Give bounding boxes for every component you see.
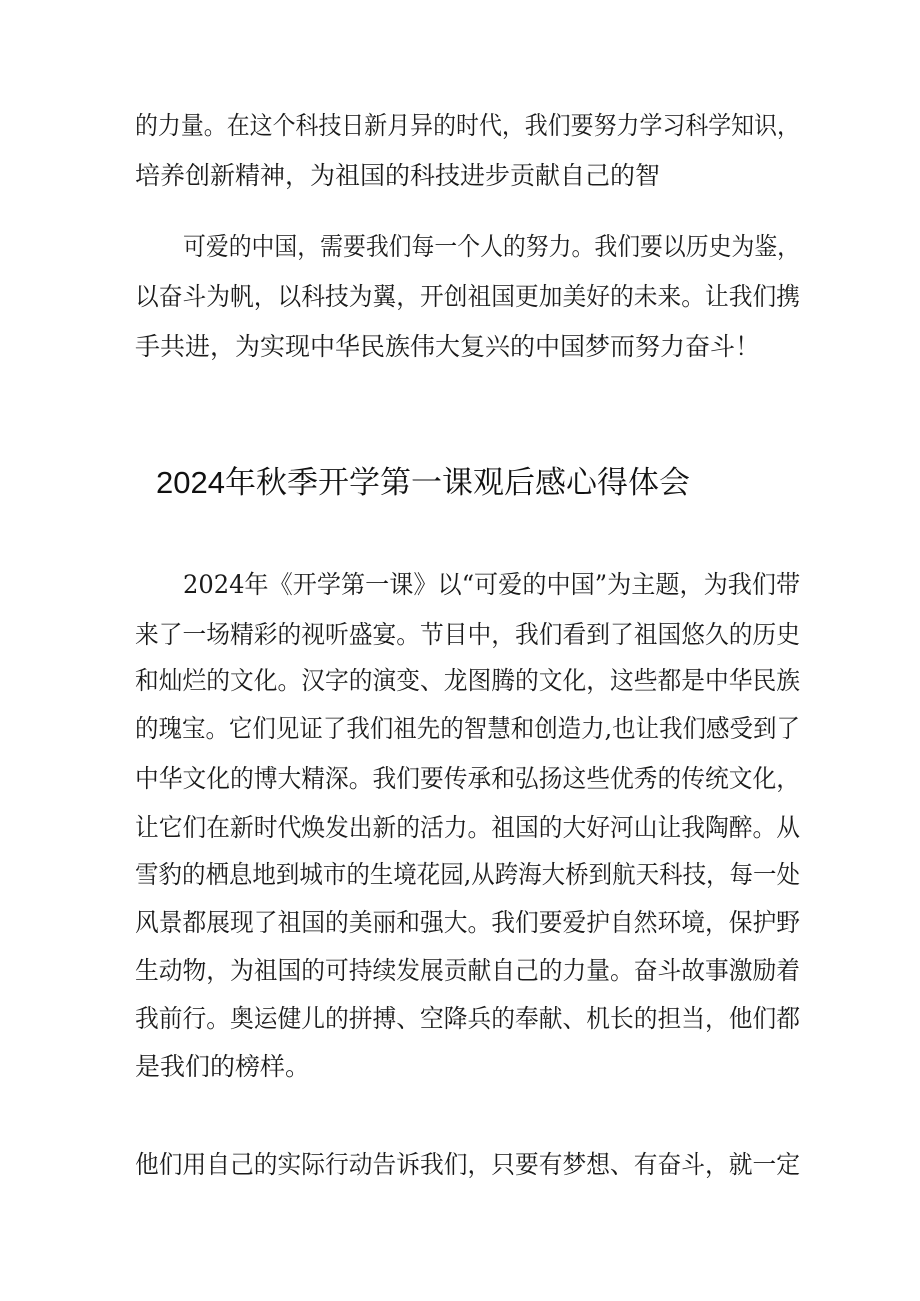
text-line: 的瑰宝。它们见证了我们祖先的智慧和创造力,也让我们感受到了 xyxy=(135,714,800,743)
text-line: 雪豹的栖息地到城市的生境花园,从跨海大桥到航天科技，每一处 xyxy=(135,860,800,889)
text-line: 中华文化的博大精深。我们要传承和弘扬这些优秀的传统文化， xyxy=(135,764,801,793)
text-line: 和灿烂的文化。汉字的演变、龙图腾的文化，这些都是中华民族 xyxy=(135,666,801,695)
text-line: 以奋斗为帆，以科技为翼，开创祖国更加美好的未来。让我们携 xyxy=(135,282,801,311)
article-title: 2024年秋季开学第一课观后感心得体会 xyxy=(156,465,690,500)
text-line: 2024年《开学第一课》以“可爱的中国”为主题，为我们带 xyxy=(183,570,801,599)
text-line: 手共进，为实现中华民族伟大复兴的中国梦而努力奋斗！ xyxy=(135,332,761,361)
text-line: 的力量。在这个科技日新月异的时代，我们要努力学习科学知识， xyxy=(135,111,800,140)
text-line: 生动物，为祖国的可持续发展贡献自己的力量。奋斗故事激励着 xyxy=(135,956,801,985)
text-line: 来了一场精彩的视听盛宴。节目中，我们看到了祖国悠久的历史 xyxy=(135,620,801,649)
text-line: 是我们的榜样。 xyxy=(135,1052,311,1081)
text-line: 风景都展现了祖国的美丽和强大。我们要爱护自然环境，保护野 xyxy=(135,908,801,937)
text-line: 培养创新精神，为祖国的科技进步贡献自己的智 xyxy=(135,161,661,190)
text-line: 他们用自己的实际行动告诉我们，只要有梦想、有奋斗，就一定 xyxy=(135,1150,801,1179)
text-line: 让它们在新时代焕发出新的活力。祖国的大好河山让我陶醉。从 xyxy=(135,813,801,842)
text-line: 可爱的中国，需要我们每一个人的努力。我们要以历史为鉴， xyxy=(183,232,801,261)
text-line: 我前行。奥运健儿的拼搏、空降兵的奉献、机长的担当，他们都 xyxy=(135,1004,801,1033)
